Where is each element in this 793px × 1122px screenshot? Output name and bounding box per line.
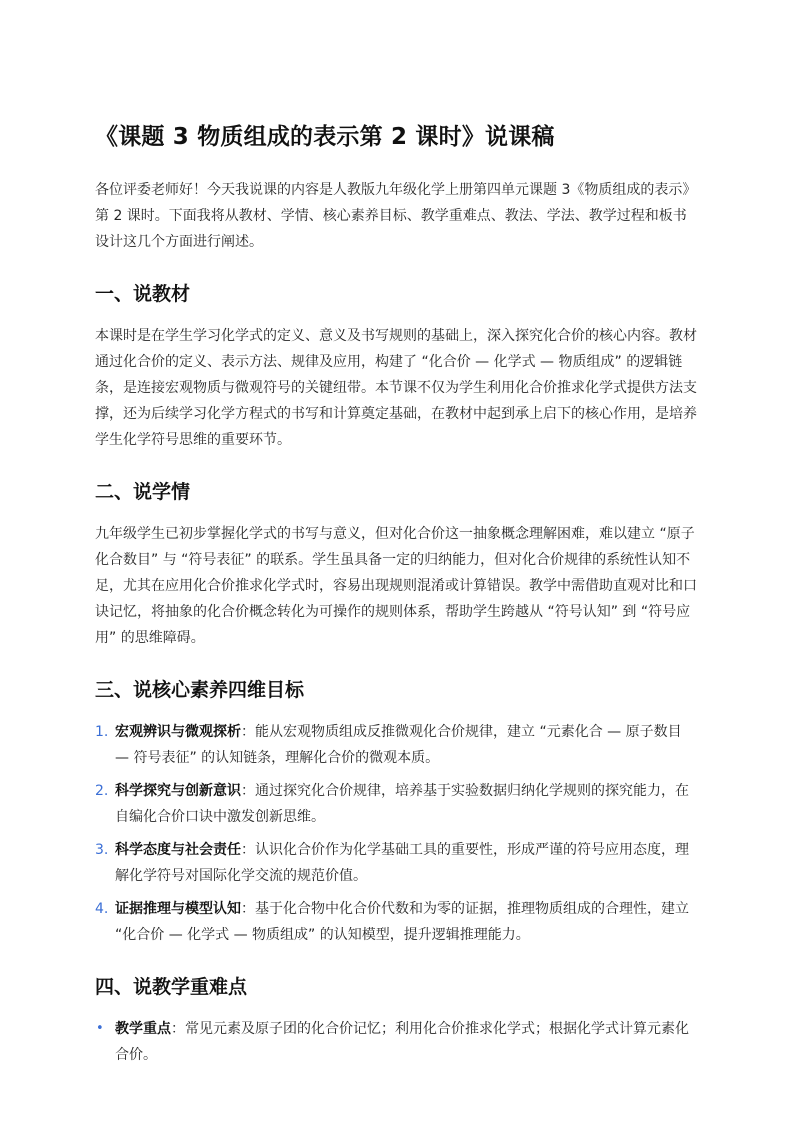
list-item [95,1016,698,1068]
list-item-term: 科学探究与创新意识 [115,783,241,799]
list-item-text: ：常见元素及原子团的化合价记忆；利用化合价推求化学式；根据化学式计算元素化合价。 [115,1021,689,1063]
numbered-list [95,719,698,948]
list-number: 1. [95,724,109,740]
document-title: 《课题 3 物质组成的表示第 2 课时》说课稿 [95,124,555,150]
list-item [95,778,698,830]
bullet-icon: • [96,1021,104,1036]
section-key-difficult-points [95,972,698,1068]
section-teaching-material [95,279,698,453]
intro-paragraph: 各位评委老师好！今天我说课的内容是人教版九年级化学上册第四单元课题 3《物质组成的表示》第 2 课时。下面我将从教材、学情、核心素养目标、教学重难点、教法、学法、教学过程和板书设计这几个方面进行阐述。 [95,182,697,250]
list-number: 2. [95,783,109,799]
bullet-list [95,1016,698,1068]
section-paragraph: 本课时是在学生学习化学式的定义、意义及书写规则的基础上，深入探究化合价的核心内容。教材通过化合价的定义、表示方法、规律及应用，构建了 “化合价 — 化学式 — 物质组成” 的逻辑链条，是连接宏观物质与微观符号的关键纽带。本节课不仅为学生利用化合价推求化学式提供方法支撑，还为后续学习化学方程式的书写和计算奠定基础，在教材中起到承上启下的核心作用，是培养学生化学符号思维的重要环节。 [95,328,697,448]
list-item-term: 宏观辨识与微观探析 [115,724,241,740]
list-item-term: 证据推理与模型认知 [115,901,241,917]
list-item-text: ：能从宏观物质组成反推微观化合价规律，建立 “元素化合 — 原子数目 — 符号表征” 的认知链条，理解化合价的微观本质。 [115,724,682,766]
list-item [95,837,698,889]
list-item [95,896,698,948]
section-heading: 三、说核心素养四维目标 [95,679,305,701]
section-heading: 四、说教学重难点 [95,976,248,998]
list-item-text: ：基于化合物中化合价代数和为零的证据，推理物质组成的合理性，建立 “化合价 — 化学式 — 物质组成” 的认知模型，提升逻辑推理能力。 [115,901,689,943]
list-item-term: 教学重点 [115,1021,171,1037]
section-heading: 一、说教材 [95,283,191,305]
list-item-term: 科学态度与社会责任 [115,842,241,858]
section-student-analysis [95,477,698,651]
list-item-text: ：认识化合价作为化学基础工具的重要性，形成严谨的符号应用态度，理解化学符号对国际化学交流的规范价值。 [115,842,689,884]
list-item-text: ：通过探究化合价规律，培养基于实验数据归纳化学规则的探究能力，在自编化合价口诀中激发创新思维。 [115,783,689,825]
list-number: 4. [95,901,109,917]
section-core-literacy-goals [95,675,698,948]
section-paragraph: 九年级学生已初步掌握化学式的书写与意义，但对化合价这一抽象概念理解困难，难以建立 “原子化合数目” 与 “符号表征” 的联系。学生虽具备一定的归纳能力，但对化合价规律的系统性认知不足，尤其在应用化合价推求化学式时，容易出现规则混淆或计算错误。教学中需借助直观对比和口诀记忆，将抽象的化合价概念转化为可操作的规则体系，帮助学生跨越从 “符号认知” 到 “符号应用” 的思维障碍。 [95,526,697,646]
list-item [95,719,698,771]
list-number: 3. [95,842,109,858]
section-heading: 二、说学情 [95,481,191,503]
